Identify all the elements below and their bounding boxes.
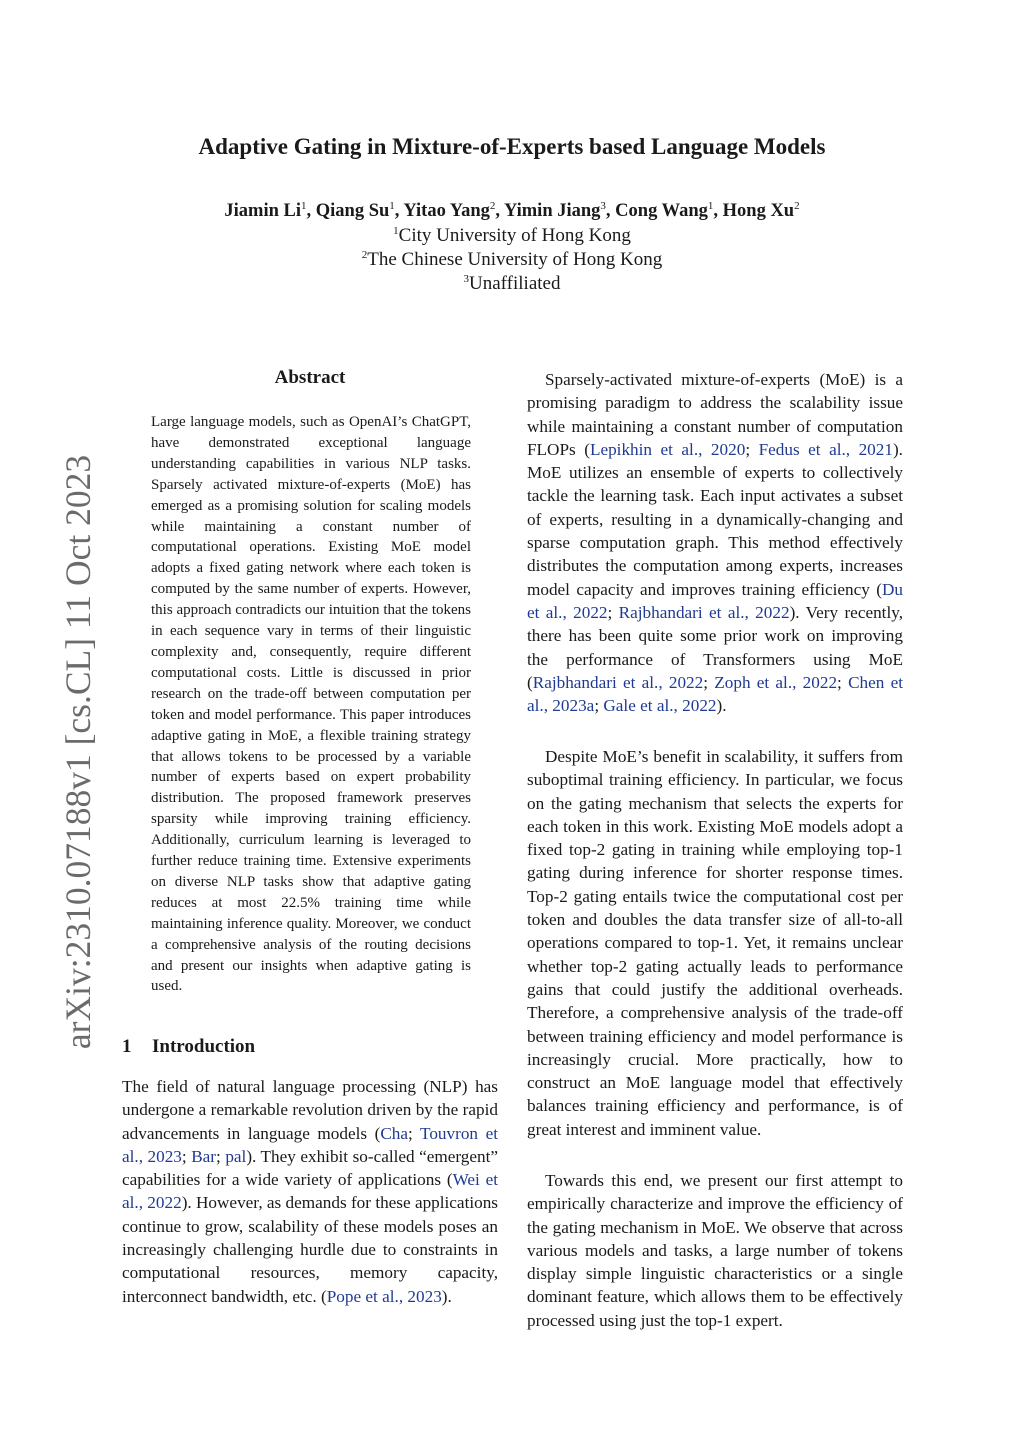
paper-title: Adaptive Gating in Mixture-of-Experts based Language Models [198, 134, 826, 159]
section-heading-introduction [122, 1035, 255, 1059]
affiliation: $^2$The Chinese University of Hong Kong [361, 249, 663, 270]
abstract-heading: Abstract [274, 367, 346, 388]
section-title: Introduction [152, 1036, 256, 1057]
citation-link[interactable]: Chen et al., 2023a [527, 672, 904, 716]
author-list: Jiamin Li$^1$, Qiang Su$^1$, Yitao Yang$^2$, Yimin Jiang$^3$, Cong Wang$^1$, Hong Xu$^2$ [224, 200, 800, 221]
citation-link[interactable]: Bar [191, 1146, 217, 1166]
author: Cong Wang$^1$ [615, 200, 714, 221]
citation-link[interactable]: Touvron et al., 2023 [122, 1123, 498, 1166]
author: Yimin Jiang$^3$ [503, 200, 606, 221]
citation-link[interactable]: Cha [380, 1123, 409, 1143]
intro-paragraph-2: Sparsely-activated mixture-of-experts (MoE) is a promising paradigm to address the scalability issue while maintaining a constant number of computation FLOPs (Lepikhin et al., 2020; Fedus et al., 2021). MoE utilizes an ensemble of experts to collectively tackle the learning task. Each input activates a subset of experts, resulting in a dynamically-changing and sparse computation graph. This method effectively distributes the computation among experts, increases model capacity and improves training efficiency (Du et al., 2022; Rajbhandari et al., 2022). Very recently, there has been quite some prior work on improving the performance of Transformers using MoE (Rajbhandari et al., 2022; Zoph et al., 2022; Chen et al., 2023a; Gale et al., 2022). [527, 370, 904, 716]
section-number: 1 [122, 1036, 132, 1057]
citation-link[interactable]: Wei et al., 2022 [122, 1170, 498, 1213]
author: Yitao Yang$^2$ [403, 200, 496, 221]
citation-link[interactable]: Lepikhin et al., 2020 [589, 439, 746, 459]
affiliation: $^1$City University of Hong Kong [393, 225, 631, 246]
citation-link[interactable]: Rajbhandari et al., 2022 [618, 602, 790, 622]
citation-link[interactable]: Pope et al., 2023 [326, 1286, 442, 1306]
citation-link[interactable]: Zoph et al., 2022 [714, 672, 838, 692]
author: Qiang Su$^1$ [315, 200, 395, 221]
intro-paragraph-3: Despite MoE’s benefit in scalability, it suffers from suboptimal training efficiency. In particular, we focus on the gating mechanism that selects the experts for each token in this work. Existing MoE models adopt a fixed top-2 gating in training while employing top-1 gating during inference for shorter response times. Top-2 gating entails twice the computational cost per token and doubles the data transfer size of all-to-all operations compared to top-1. Yet, it remains unclear whether top-2 gating actually leads to performance gains that could justify the additional overheads. Therefore, a comprehensive analysis of the trade-off between training efficiency and model performance is increasingly crucial. More practically, how to construct an MoE language model that effectively balances training efficiency and performance, is of great interest and imminent value. [527, 747, 903, 1139]
affiliation: $^3$Unaffiliated [463, 273, 561, 294]
author: Jiamin Li$^1$ [224, 200, 307, 221]
citation-link[interactable]: Du et al., 2022 [527, 579, 903, 622]
arxiv-identifier-stamp: arXiv:2310.07188v1 [cs.CL] 11 Oct 2023 [58, 454, 98, 1050]
intro-paragraph-4: Towards this end, we present our first attempt to empirically characterize and improve the efficiency of the gating mechanism in MoE. We observe that across various models and tasks, a large number of tokens display simple linguistic characteristics or a single dominant feature, which allows them to be effectively processed using just the top-1 expert. [527, 1171, 903, 1330]
citation-link[interactable]: Fedus et al., 2021 [758, 439, 893, 459]
abstract-body: Large language models, such as OpenAI’s ChatGPT, have demonstrated exceptional language understanding capabilities in various NLP tasks. Sparsely activated mixture-of-experts (MoE) has emerged as a promising solution for scaling models while maintaining a constant number of computational operations. Existing MoE model adopts a fixed gating network where each token is computed by the same number of experts. However, this approach contradicts our intuition that the tokens in each sequence vary in terms of their linguistic complexity and, consequently, require different computational costs. Little is discussed in prior research on the trade-off between computation per token and model performance. This paper introduces adaptive gating in MoE, a flexible training strategy that allows tokens to be processed by a variable number of experts based on expert probability distribution. The proposed framework preserves sparsity while improving training efficiency. Additionally, curriculum learning is leveraged to further reduce training time. Extensive experiments on diverse NLP tasks show that adaptive gating reduces at most 22.5% training time while maintaining inference quality. Moreover, we conduct a comprehensive analysis of the routing decisions and present our insights when adaptive gating is used. [151, 414, 471, 995]
intro-paragraph-1: The field of natural language processing (NLP) has undergone a remarkable revolution driven by the rapid advancements in language models (Cha; Touvron et al., 2023; Bar; pal). They exhibit so-called “emergent” capabilities for a wide variety of applications (Wei et al., 2022). However, as demands for these applications continue to grow, scalability of these models poses an increasingly challenging hurdle due to constraints in computational resources, memory capacity, interconnect bandwidth, etc. (Pope et al., 2023). [122, 1077, 499, 1306]
citation-link[interactable]: Rajbhandari et al., 2022 [532, 672, 704, 692]
author: Hong Xu$^2$ [722, 200, 800, 221]
citation-link[interactable]: pal [225, 1146, 247, 1166]
citation-link[interactable]: Gale et al., 2022 [603, 696, 717, 716]
